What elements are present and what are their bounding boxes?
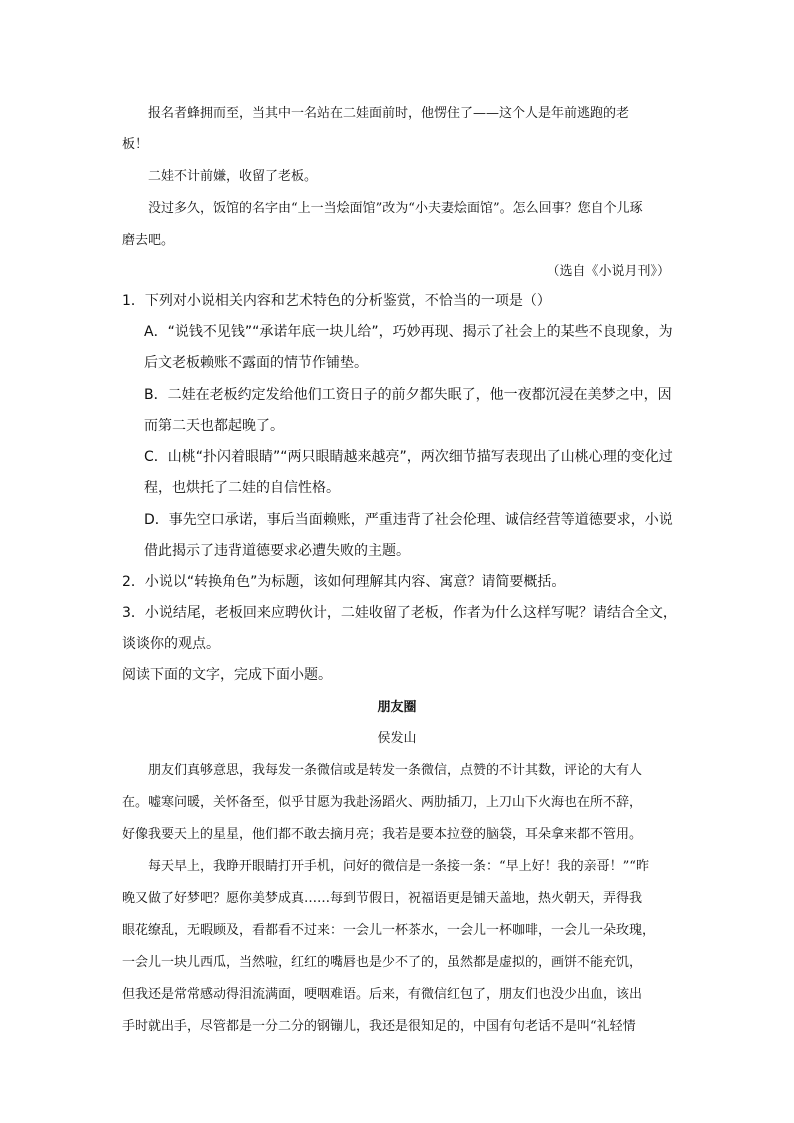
article-paragraph-line: 眼花缭乱，无暇顾及，看都看不过来：一会儿一杯茶水，一会儿一杯咖啡，一会儿一朵玫瑰，	[122, 923, 656, 938]
article-title: 朋友圈	[377, 700, 417, 715]
article-author: 侯发山	[377, 731, 417, 746]
question-1-stem: 1．下列对小说相关内容和艺术特色的分析鉴赏，不恰当的一项是（）	[122, 293, 551, 309]
option-c-line: C．山桃“扑闪着眼睛”“两只眼睛越来越亮”，两次细节描写表现出了山桃心理的变化过	[144, 449, 673, 465]
article-paragraph-line: 一会儿一块儿西瓜，当然啦，红红的嘴唇也是少不了的，虽然都是虚拟的，画饼不能充饥，	[122, 955, 643, 970]
story-paragraph: 二娃不计前嫌，收留了老板。	[148, 169, 318, 184]
question-3-line: 3．小说结尾，老板回来应聘伙计，二娃收留了老板，作者为什么这样写呢？请结合全文，	[122, 605, 677, 621]
option-a-line: A．“说钱不见钱”“承诺年底一块儿给”，巧妙再现、揭示了社会上的某些不良现象，为	[144, 324, 673, 340]
question-3-line: 谈谈你的观点。	[122, 636, 220, 652]
option-a-line: 后文老板赖账不露面的情节作铺垫。	[144, 355, 368, 371]
story-paragraph-line: 没过多久，饭馆的名字由“上一当烩面馆”改为“小夫妻烩面馆”。怎么回事？您自个儿琢	[148, 201, 643, 216]
article-paragraph-line: 在。嘘寒问暖，关怀备至，似乎甘愿为我赴汤蹈火、两肋插刀，上刀山下火海也在所不辞，	[122, 795, 643, 810]
article-paragraph-line: 晚又做了好梦吧？愿你美梦成真……每到节假日，祝福语更是铺天盖地，热火朝天，弄得我	[122, 891, 643, 906]
option-c-line: 程，也烘托了二娃的自信性格。	[144, 480, 340, 496]
article-paragraph-line: 朋友们真够意思，我每发一条微信或是转发一条微信，点赞的不计其数，评论的大有人	[148, 763, 643, 778]
reading-instruction: 阅读下面的文字，完成下面小题。	[122, 667, 332, 683]
question-2: 2．小说以“转换角色”为标题，该如何理解其内容、寓意？请简要概括。	[122, 574, 566, 590]
story-paragraph-line: 磨去吧。	[122, 233, 175, 248]
story-paragraph-line: 报名者蜂拥而至，当其中一名站在二娃面前时，他愣住了——这个人是年前逃跑的老	[148, 106, 630, 121]
article-paragraph-line: 但我还是常常感动得泪流满面，哽咽难语。后来，有微信红包了，朋友们也没少出血，该出	[122, 987, 643, 1002]
story-paragraph-line: 板！	[122, 137, 149, 152]
article-paragraph-line: 每天早上，我睁开眼睛打开手机，问好的微信是一条接一条：“早上好！我的亲哥！”“昨	[148, 859, 649, 874]
option-b-line: B．二娃在老板约定发给他们工资日子的前夕都失眠了，他一夜都沉浸在美梦之中，因	[144, 387, 672, 403]
option-b-line: 而第二天也都起晚了。	[144, 418, 284, 434]
article-paragraph-line: 好像我要天上的星星，他们都不敢去摘月亮；我若是要本拉登的脑袋，耳朵拿来都不管用。	[122, 827, 643, 842]
story-source: （选自《小说月刊》）	[546, 264, 670, 279]
option-d-line: 借此揭示了违背道德要求必遭失败的主题。	[144, 543, 410, 559]
article-paragraph-line: 手时就出手，尽管都是一分二分的钢镚儿，我还是很知足的，中国有句老话不是叫“礼轻情	[122, 1019, 636, 1034]
option-d-line: D．事先空口承诺，事后当面赖账，严重违背了社会伦理、诚信经营等道德要求，小说	[144, 512, 673, 528]
